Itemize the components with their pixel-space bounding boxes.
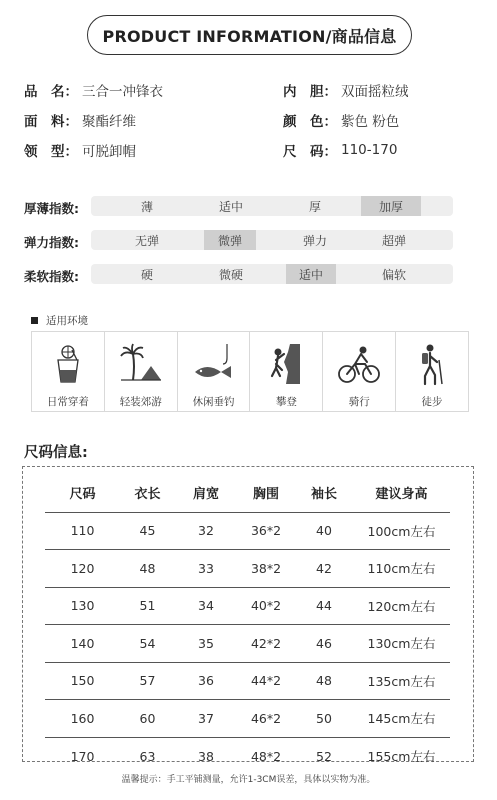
- table-cell: 33: [175, 550, 237, 588]
- table-cell: 135cm左右: [353, 662, 450, 700]
- table-cell: 46: [295, 625, 353, 663]
- info-lining-value: 双面摇粒绒: [341, 84, 409, 100]
- info-fabric-value: 聚酯纤维: [82, 114, 136, 130]
- table-cell: 60: [120, 700, 175, 738]
- environment-item: [396, 332, 468, 411]
- table-row: [45, 625, 450, 663]
- scale-thickness-option: 厚: [308, 199, 321, 214]
- table-cell: 40: [295, 512, 353, 550]
- scale-softness-option: 硬: [140, 267, 153, 282]
- table-cell: 35: [175, 625, 237, 663]
- info-name-value: 三合一冲锋衣: [82, 84, 163, 100]
- table-cell: 48*2: [250, 748, 282, 764]
- scale-softness-option: 适中: [286, 264, 336, 284]
- table-cell: 110: [45, 512, 120, 550]
- scale-elasticity-label: 弹力指数:: [24, 235, 79, 250]
- info-lining: [283, 80, 409, 100]
- info-color: [283, 110, 399, 130]
- info-collar: [24, 140, 136, 160]
- info-size-label: 尺 码：: [283, 144, 337, 160]
- table-cell: 44*2: [237, 662, 295, 700]
- table-cell: 51: [120, 587, 175, 625]
- info-collar-value: 可脱卸帽: [82, 144, 136, 160]
- table-cell: 48: [295, 662, 353, 700]
- table-cell: 155cm左右: [367, 749, 436, 764]
- scale-softness-option: 微硬: [218, 267, 243, 282]
- table-cell: 50: [295, 700, 353, 738]
- table-cell: 44: [295, 587, 353, 625]
- table-cell: 45: [120, 512, 175, 550]
- fish-hook-icon: [191, 342, 237, 386]
- table-row: [45, 587, 450, 625]
- info-name: [24, 80, 163, 100]
- scale-elasticity-option: 超弹: [381, 233, 406, 248]
- column-header: 建议身高: [353, 474, 450, 512]
- table-cell: 36: [175, 662, 237, 700]
- environment-item-label: 攀登: [275, 396, 297, 408]
- environment-item-label: 徒步: [421, 396, 443, 408]
- square-bullet-icon: [31, 317, 38, 324]
- table-cell: 38*2: [237, 550, 295, 588]
- climbing-icon: [266, 342, 306, 386]
- scale-elasticity-option: 无弹: [134, 233, 159, 248]
- info-size: [283, 140, 397, 160]
- table-row: [45, 737, 450, 775]
- table-cell: 150: [45, 662, 120, 700]
- environment-item: [105, 332, 178, 411]
- table-cell: 160: [45, 700, 120, 738]
- table-row: [45, 512, 450, 550]
- scale-softness-option: 偏软: [381, 267, 406, 282]
- info-size-value: 110-170: [341, 142, 398, 158]
- column-header: 袖长: [295, 474, 353, 512]
- table-cell: 170: [70, 748, 95, 764]
- size-table: [45, 474, 450, 775]
- table-cell: 110cm左右: [353, 550, 450, 588]
- table-cell: 130cm左右: [353, 625, 450, 663]
- page-title-text: PRODUCT INFORMATION/商品信息: [102, 26, 397, 46]
- table-cell: 54: [120, 625, 175, 663]
- table-row: [45, 700, 450, 738]
- table-cell: 46*2: [237, 700, 295, 738]
- scale-softness: [91, 264, 453, 284]
- scale-elasticity-option: 弹力: [302, 233, 327, 248]
- environment-item-label: 轻装郊游: [119, 396, 162, 408]
- scale-thickness-option: 加厚: [361, 196, 421, 216]
- table-cell: 42: [295, 550, 353, 588]
- table-cell: 100cm左右: [353, 512, 450, 550]
- info-color-value: 紫色 粉色: [341, 114, 400, 130]
- info-fabric-label: 面 料：: [24, 114, 78, 130]
- environment-item-label: 骑行: [348, 396, 370, 408]
- table-cell: 145cm左右: [353, 700, 450, 738]
- environment-grid: [31, 331, 469, 412]
- column-header: 衣长: [120, 474, 175, 512]
- table-cell: 52: [316, 748, 332, 764]
- table-cell: 36*2: [237, 512, 295, 550]
- footnote: 温馨提示：手工平铺测量，允许1-3CM误差，具体以实物为准。: [121, 775, 376, 785]
- column-header: 肩宽: [175, 474, 237, 512]
- table-cell: 38: [198, 748, 214, 764]
- scale-thickness: [91, 196, 453, 216]
- table-cell: 63: [139, 748, 156, 764]
- table-cell: 120: [45, 550, 120, 588]
- palm-tree-icon: [119, 342, 163, 386]
- environment-item: [323, 332, 396, 411]
- table-row: [45, 550, 450, 588]
- environment-title: [31, 313, 88, 328]
- scale-thickness-option: 适中: [218, 199, 243, 214]
- table-cell: 37: [175, 700, 237, 738]
- table-cell: 120cm左右: [353, 587, 450, 625]
- hiking-icon: [412, 342, 452, 386]
- info-fabric: [24, 110, 136, 130]
- cycling-icon: [337, 342, 381, 386]
- info-lining-label: 内 胆：: [283, 84, 337, 100]
- size-table-header: [45, 474, 450, 512]
- size-info-heading: 尺码信息:: [24, 445, 88, 461]
- table-cell: 34: [175, 587, 237, 625]
- column-header: 尺码: [45, 474, 120, 512]
- environment-item: [178, 332, 251, 411]
- table-cell: 57: [120, 662, 175, 700]
- environment-item: [250, 332, 323, 411]
- scale-elasticity: [91, 230, 453, 250]
- drink-cup-icon: [48, 342, 88, 386]
- environment-title-text: 适用环境: [46, 315, 88, 327]
- scale-thickness-option: 薄: [140, 199, 153, 214]
- info-collar-label: 领 型：: [24, 144, 78, 160]
- info-color-label: 颜 色：: [283, 114, 337, 130]
- table-cell: 32: [175, 512, 237, 550]
- info-name-label: 品 名：: [24, 84, 78, 100]
- column-header: 胸围: [237, 474, 295, 512]
- scale-elasticity-option: 微弹: [204, 230, 256, 250]
- table-cell: 140: [45, 625, 120, 663]
- table-cell: 42*2: [237, 625, 295, 663]
- environment-item-label: 休闲垂钓: [192, 396, 235, 408]
- table-cell: 40*2: [237, 587, 295, 625]
- scale-softness-label: 柔软指数:: [24, 269, 79, 284]
- page-title: [87, 15, 412, 55]
- table-row: [45, 662, 450, 700]
- table-cell: 130: [45, 587, 120, 625]
- scale-thickness-label: 厚薄指数:: [24, 201, 79, 216]
- environment-item-label: 日常穿着: [46, 396, 89, 408]
- table-cell: 48: [120, 550, 175, 588]
- environment-item: [32, 332, 105, 411]
